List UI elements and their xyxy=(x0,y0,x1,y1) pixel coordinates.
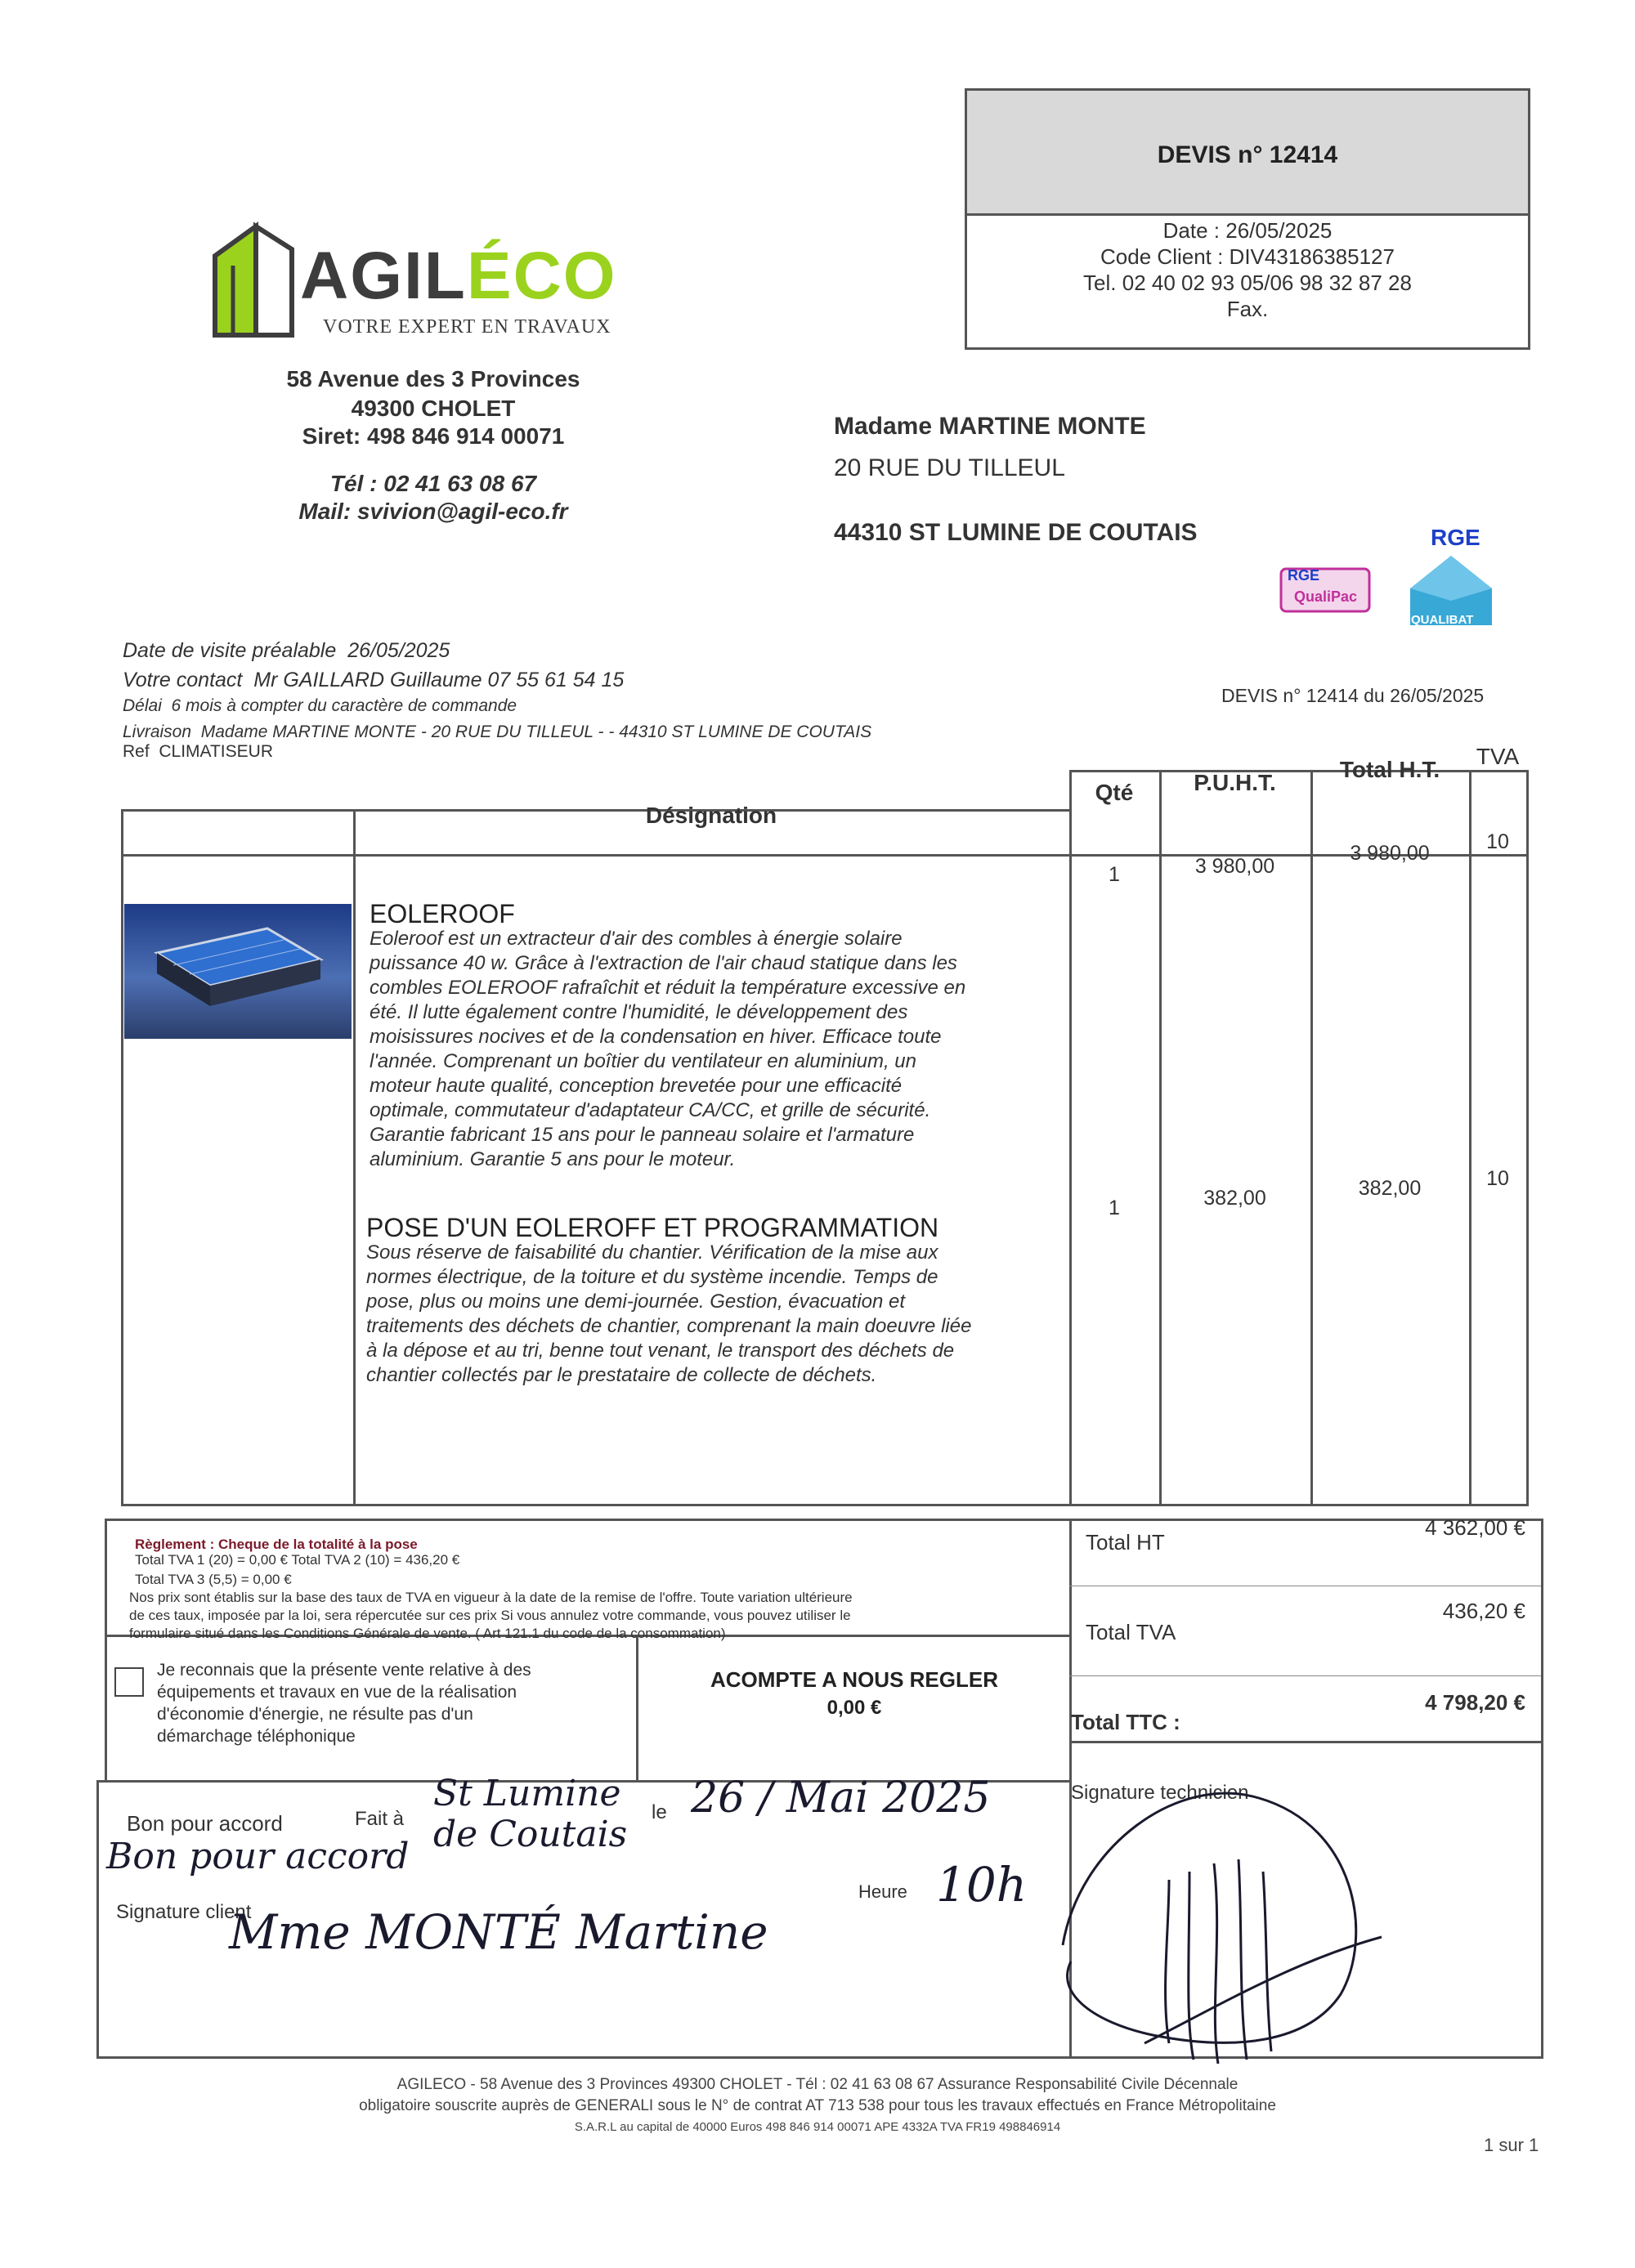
devis-date: Date : 26/05/2025 xyxy=(1162,218,1333,243)
le-label: le xyxy=(652,1801,667,1823)
eoleroof-product-image xyxy=(124,904,352,1039)
item-qte: 1 xyxy=(1109,1197,1120,1219)
item-tva: 10 xyxy=(1486,830,1509,853)
company-address-line1: 58 Avenue des 3 Provinces xyxy=(286,366,580,391)
item-qte: 1 xyxy=(1109,863,1120,886)
footer-line1: AGILECO - 58 Avenue des 3 Provinces 49300 CHOLET - Tél : 02 41 63 08 67 Assurance Responsabilité Civile Décennale xyxy=(396,2076,1239,2093)
devis-info-box xyxy=(965,88,1530,350)
heure-label: Heure xyxy=(858,1881,907,1902)
ref-line: Ref CLIMATISEUR xyxy=(123,742,273,761)
house-logo-icon xyxy=(208,217,298,339)
footer-line3: S.A.R.L au capital de 40000 Euros 498 846 914 00071 APE 4332A TVA FR19 498846914 xyxy=(574,2120,1061,2134)
item-total-ht: 382,00 xyxy=(1358,1177,1422,1200)
devis-header xyxy=(967,91,1528,216)
no-phone-selling-checkbox[interactable] xyxy=(114,1667,144,1697)
item-title: EOLEROOF xyxy=(370,899,515,928)
handwritten-bon-pour-accord: Bon pour accord xyxy=(106,1836,410,1877)
rge-qualipac-badge: RGE QualiPac xyxy=(1279,564,1373,616)
handwritten-heure: 10h xyxy=(936,1857,1028,1912)
bon-pour-accord-label: Bon pour accord xyxy=(127,1811,283,1836)
livraison-line: Livraison Madame MARTINE MONTE - 20 RUE DU TILLEUL - - 44310 ST LUMINE DE COUTAIS xyxy=(123,722,872,741)
col-header-designation: Désignation xyxy=(645,803,777,828)
total-tva-value: 436,20 € xyxy=(1442,1599,1525,1623)
handwritten-place: St Lumine de Coutais xyxy=(433,1773,628,1855)
col-header-qte: Qté xyxy=(1095,780,1134,805)
item-puht: 3 980,00 xyxy=(1194,855,1275,878)
conditions-text: Nos prix sont établis sur la base des taux de TVA en vigueur à la date de la remise de l'offre. Toute variation ultérieure de ces taux, imposée par la loi, sera répercutée sur ces prix Si vous annulez votre commande, vous pouvez utiliser le formulaire situé dans les Conditions Générale de vente. ( Art 121.1 du code de la consommation) xyxy=(129,1590,853,1641)
total-ttc-label: Total TTC : xyxy=(1071,1710,1180,1734)
col-header-puht: P.U.H.T. xyxy=(1194,770,1276,795)
item-description: Sous réserve de faisabilité du chantier. Vérification de la mise aux normes électrique, de la toiture et du système incendie. Temps de pose, plus ou moins une demi-journée. Gestion, évacuation et traitements des déchets de chantier, comprenant la main doeuvre liée à la dépose et au tri, benne tout venant, le transport des déchets de chantier collectés par le prestataire de collecte de déchets. xyxy=(366,1241,972,1386)
client-name: Madame MARTINE MONTE xyxy=(834,413,1146,440)
rge-qualibat-badge: RGE QUALIBAT xyxy=(1406,523,1496,633)
devis-code-client: Code Client : DIV43186385127 xyxy=(1100,244,1395,269)
handwritten-client-name: Mme MONTÉ Martine xyxy=(229,1904,768,1960)
checkbox-text: Je reconnais que la présente vente relative à des équipements et travaux en vue de la réalisation d'économie d'énergie, ne résulte pas d'un démarchage téléphonique xyxy=(157,1661,531,1746)
total-ht-value: 4 362,00 € xyxy=(1425,1515,1525,1540)
company-address-line2: 49300 CHOLET xyxy=(351,396,516,421)
company-mail: Mail: svivion@agil-eco.fr xyxy=(298,499,568,524)
total-tva-label: Total TVA xyxy=(1086,1620,1176,1644)
col-header-tva: TVA xyxy=(1476,744,1520,769)
devis-title: DEVIS n° 12414 xyxy=(1157,141,1338,168)
company-logo xyxy=(208,217,650,339)
acompte-value: 0,00 € xyxy=(826,1697,882,1719)
total-ttc-value: 4 798,20 € xyxy=(1425,1690,1525,1715)
footer-line2: obligatoire souscrite auprès de GENERALI sous le N° de contrat AT 713 538 pour tous les travaux effectués en France Métropolitaine xyxy=(359,2097,1276,2114)
company-tel: Tél : 02 41 63 08 67 xyxy=(329,471,537,496)
reglement-label: Règlement : Cheque de la totalité à la pose xyxy=(135,1537,418,1552)
item-title: POSE D'UN EOLEROFF ET PROGRAMMATION xyxy=(366,1213,939,1242)
acompte-label: ACOMPTE A NOUS REGLER xyxy=(710,1667,998,1692)
item-total-ht: 3 980,00 xyxy=(1350,842,1430,865)
item-description: Eoleroof est un extracteur d'air des combles à énergie solaire puissance 40 w. Grâce à l'extraction de l'air chaud statique dans les combles EOLEROOF rafraîchit et réduit la température excessive en été. Il lutte également contre l'humidité, le développement des moisissures nocives et de la condensation en hiver. Efficace toute l'année. Comprenant un boîtier du ventilateur en aluminium, un moteur haute qualité, conception brevetée pour une efficacité optimale, commutateur d'adaptateur CA/CC, et grille de sécurité. Garantie fabricant 15 ans pour le panneau solaire et l'armature aluminium. Garantie 5 ans pour le moteur. xyxy=(370,928,966,1170)
client-city: 44310 ST LUMINE DE COUTAIS xyxy=(834,519,1198,546)
item-tva: 10 xyxy=(1486,1167,1509,1190)
devis-reference: DEVIS n° 12414 du 26/05/2025 xyxy=(1221,685,1485,706)
handwritten-date: 26 / Mai 2025 xyxy=(691,1774,991,1823)
technician-signature-icon xyxy=(1046,1749,1406,2076)
total-ht-label: Total HT xyxy=(1086,1530,1165,1554)
devis-tel: Tel. 02 40 02 93 05/06 98 32 87 28 xyxy=(1083,271,1412,295)
client-street: 20 RUE DU TILLEUL xyxy=(834,454,1065,481)
fait-a-label: Fait à xyxy=(355,1808,405,1830)
col-header-total-ht: Total H.T. xyxy=(1339,757,1440,782)
signature-client-label: Signature client xyxy=(116,1901,252,1923)
devis-fax: Fax. xyxy=(1226,297,1269,321)
visite-line: Date de visite préalable 26/05/2025 xyxy=(123,639,450,662)
tva-breakdown-1: Total TVA 1 (20) = 0,00 € Total TVA 2 (10) = 436,20 € xyxy=(135,1552,460,1568)
tva-breakdown-2: Total TVA 3 (5,5) = 0,00 € xyxy=(135,1572,292,1587)
delai-line: Délai 6 mois à compter du caractère de commande xyxy=(123,696,517,715)
item-puht: 382,00 xyxy=(1203,1187,1266,1210)
company-siret: Siret: 498 846 914 00071 xyxy=(302,423,565,449)
contact-line: Votre contact Mr GAILLARD Guillaume 07 55 61 54 15 xyxy=(123,669,625,691)
signature-tech-label: Signature technicien xyxy=(1071,1782,1249,1804)
page-number: 1 sur 1 xyxy=(1484,2135,1539,2155)
logo-wordmark: AGILÉCO xyxy=(300,239,617,313)
logo-tagline: VOTRE EXPERT EN TRAVAUX xyxy=(323,316,611,338)
